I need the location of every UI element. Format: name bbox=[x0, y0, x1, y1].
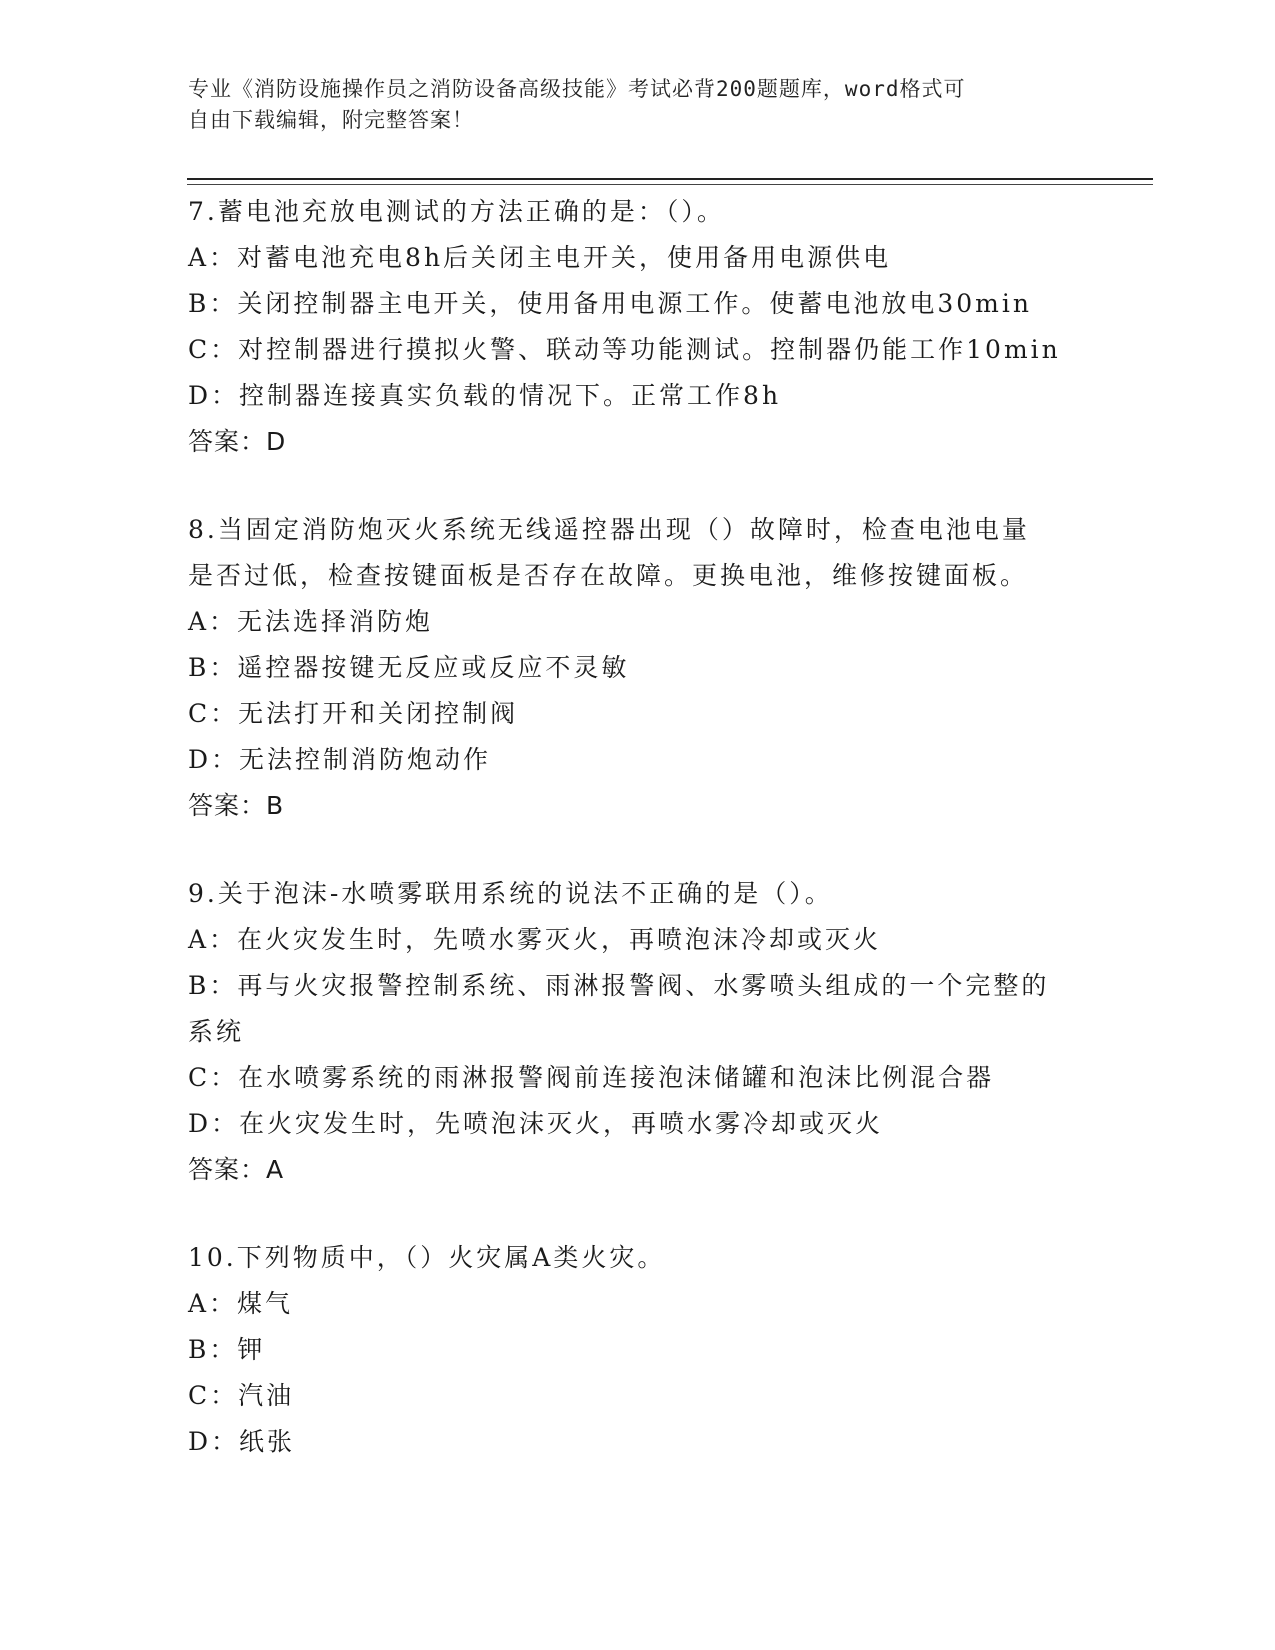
option-d: D：纸张 bbox=[188, 1427, 296, 1456]
answer-label: 答案：D bbox=[188, 427, 287, 456]
question-stem: 9.关于泡沫-水喷雾联用系统的说法不正确的是（）。 bbox=[188, 879, 833, 908]
option-d: D：在火灾发生时，先喷泡沫灭火，再喷水雾冷却或灭火 bbox=[188, 1109, 884, 1138]
option-c: C：汽油 bbox=[188, 1381, 295, 1410]
document-header bbox=[188, 74, 1088, 136]
question-10 bbox=[188, 1235, 1088, 1465]
option-d: D：控制器连接真实负载的情况下。正常工作8h bbox=[188, 381, 782, 410]
question-7 bbox=[188, 189, 1088, 465]
header-divider-thin bbox=[187, 184, 1153, 185]
question-8 bbox=[188, 507, 1088, 829]
question-list bbox=[188, 189, 1088, 1507]
option-c: C：对控制器进行摸拟火警、联动等功能测试。控制器仍能工作10min bbox=[188, 335, 1061, 364]
option-a: A：对蓄电池充电8h后关闭主电开关，使用备用电源供电 bbox=[188, 243, 892, 272]
option-a: A：无法选择消防炮 bbox=[188, 607, 434, 636]
option-b: B：钾 bbox=[188, 1335, 266, 1364]
question-stem: 10.下列物质中，（）火灾属A类火灾。 bbox=[188, 1243, 666, 1272]
option-c: C：在水喷雾系统的雨淋报警阀前连接泡沫储罐和泡沫比例混合器 bbox=[188, 1063, 995, 1092]
option-a: A：在火灾发生时，先喷水雾灭火，再喷泡沫冷却或灭火 bbox=[188, 925, 882, 954]
option-a: A：煤气 bbox=[188, 1289, 294, 1318]
question-stem: 7.蓄电池充放电测试的方法正确的是：（）。 bbox=[188, 197, 725, 226]
option-d: D：无法控制消防炮动作 bbox=[188, 745, 492, 774]
question-stem-line-1: 8.当固定消防炮灭火系统无线遥控器出现（）故障时，检查电池电量 bbox=[188, 515, 1030, 544]
answer-label: 答案：B bbox=[188, 791, 285, 820]
answer-label: 答案：A bbox=[188, 1155, 285, 1184]
option-c: C：无法打开和关闭控制阀 bbox=[188, 699, 519, 728]
option-b: B：遥控器按键无反应或反应不灵敏 bbox=[188, 653, 630, 682]
option-b-line-2: 系统 bbox=[188, 1017, 245, 1046]
option-b-line-1: B：再与火灾报警控制系统、雨淋报警阀、水雾喷头组成的一个完整的 bbox=[188, 971, 1050, 1000]
question-9 bbox=[188, 871, 1088, 1193]
header-line-1: 专业《消防设施操作员之消防设备高级技能》考试必背200题题库，word格式可 bbox=[188, 77, 966, 101]
option-b: B：关闭控制器主电开关，使用备用电源工作。使蓄电池放电30min bbox=[188, 289, 1032, 318]
header-divider-thick bbox=[187, 178, 1153, 180]
question-stem-line-2: 是否过低，检查按键面板是否存在故障。更换电池，维修按键面板。 bbox=[188, 561, 1029, 590]
header-line-2: 自由下载编辑，附完整答案！ bbox=[188, 108, 474, 132]
